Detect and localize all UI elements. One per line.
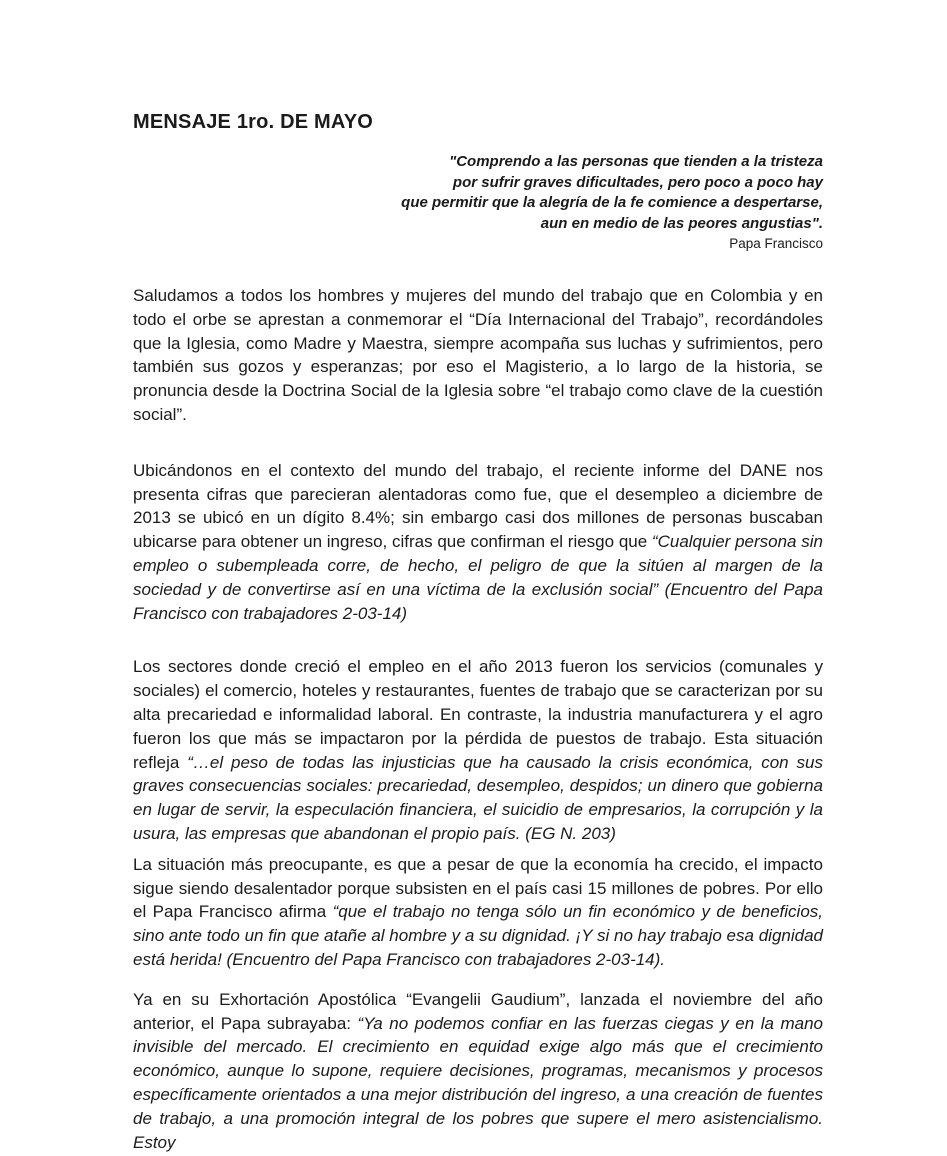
text-run: Saludamos a todos los hombres y mujeres del mundo del trabajo que en Colombia y en todo el orbe se aprestan a conmemorar el “Día Internacional del Trabajo”, recordándoles que la Iglesia, como Madre y Maestra, siempre acompaña sus luchas y sufrimientos, pero también sus gozos y esperanzas; por eso el Magisterio, a lo largo de la historia, se pronuncia desde la Doctrina Social de la Iglesia sobre “el trabajo como clave de la cuestión social”. bbox=[133, 286, 823, 424]
text-run: Los sectores donde creció el empleo en el año 2013 fueron los servicios (comunales y sociales) el comercio, hoteles y restaurantes, fuentes de trabajo que se caracterizan por su alta precariedad e informalidad laboral. En contraste, la industria manufacturera y el agro fueron los que más se impactaron por la pérdida de puestos de trabajo. Esta situación refleja bbox=[133, 657, 823, 772]
document-title: MENSAJE 1ro. DE MAYO bbox=[133, 111, 373, 133]
epigraph-line: "Comprendo a las personas que tienden a la tristeza bbox=[449, 153, 823, 170]
text-run: Ya en su Exhortación Apostólica “Evangelii Gaudium”, lanzada el noviembre del año anterior, el Papa subrayaba: bbox=[133, 989, 823, 1033]
body-paragraph bbox=[133, 988, 823, 1155]
body-paragraph bbox=[133, 284, 823, 427]
epigraph-line: por sufrir graves dificultades, pero poco a poco hay bbox=[452, 173, 823, 191]
epigraph-line: que permitir que la alegría de la fe comience a despertarse, bbox=[401, 194, 823, 211]
quote-run: “que el trabajo no tenga sólo un fin económico y de beneficios, sino ante todo un fin que atañe al hombre y a su dignidad. ¡Y si no hay trabajo esa dignidad está herida! (Encuentro del Papa Francisco con trabajadores 2-03-14). bbox=[133, 902, 823, 969]
epigraph-lines bbox=[133, 152, 823, 234]
quote-run: “…el peso de todas las injusticias que ha causado la crisis económica, con sus graves consecuencias sociales: precariedad, desempleo, despidos; un dinero que gobierna en lugar de servir, la especulación financiera, el suicidio de empresarios, la corrupción y la usura, las empresas que abandonan el propio país. (EG N. 203) bbox=[133, 752, 823, 843]
text-run: Ubicándonos en el contexto del mundo del trabajo, el reciente informe del DANE nos presenta cifras que parecieran alentadoras como fue, que el desempleo a diciembre de 2013 se ubicó en un dígito 8.4%; sin embargo casi dos millones de personas buscaban ubicarse para obtener un ingreso, cifras que confirman el riesgo que bbox=[133, 460, 823, 552]
body-paragraph bbox=[133, 459, 823, 626]
epigraph-attribution: Papa Francisco bbox=[729, 236, 823, 251]
body-paragraph bbox=[133, 655, 823, 845]
body-paragraph bbox=[133, 853, 823, 972]
text-run: La situación más preocupante, es que a pesar de que la economía ha crecido, el impacto sigue siendo desalentador porque subsisten en el país casi 15 millones de pobres. Por ello el Papa Francisco afirma bbox=[133, 854, 823, 922]
epigraph-block bbox=[133, 152, 823, 253]
epigraph-line: aun en medio de las peores angustias". bbox=[540, 214, 823, 232]
quote-run: “Cualquier persona sin empleo o subempleada corre, de hecho, el peligro de que la sitúen al margen de la sociedad y de convertirse así en una víctima de la exclusión social” (Encuentro del Papa Francisco con trabajadores 2-03-14) bbox=[133, 532, 823, 623]
quote-run: “Ya no podemos confiar en las fuerzas ciegas y en la mano invisible del mercado. El crecimiento en equidad exige algo más que el crecimiento económico, aunque lo supone, requiere decisiones, programas, mecanismos y procesos específicamente orientados a una mejor distribución del ingreso, a una creación de fuentes de trabajo, a una promoción integral de los pobres que supere el mero asistencialismo. Estoy bbox=[133, 1013, 823, 1152]
document-body bbox=[133, 284, 823, 1154]
